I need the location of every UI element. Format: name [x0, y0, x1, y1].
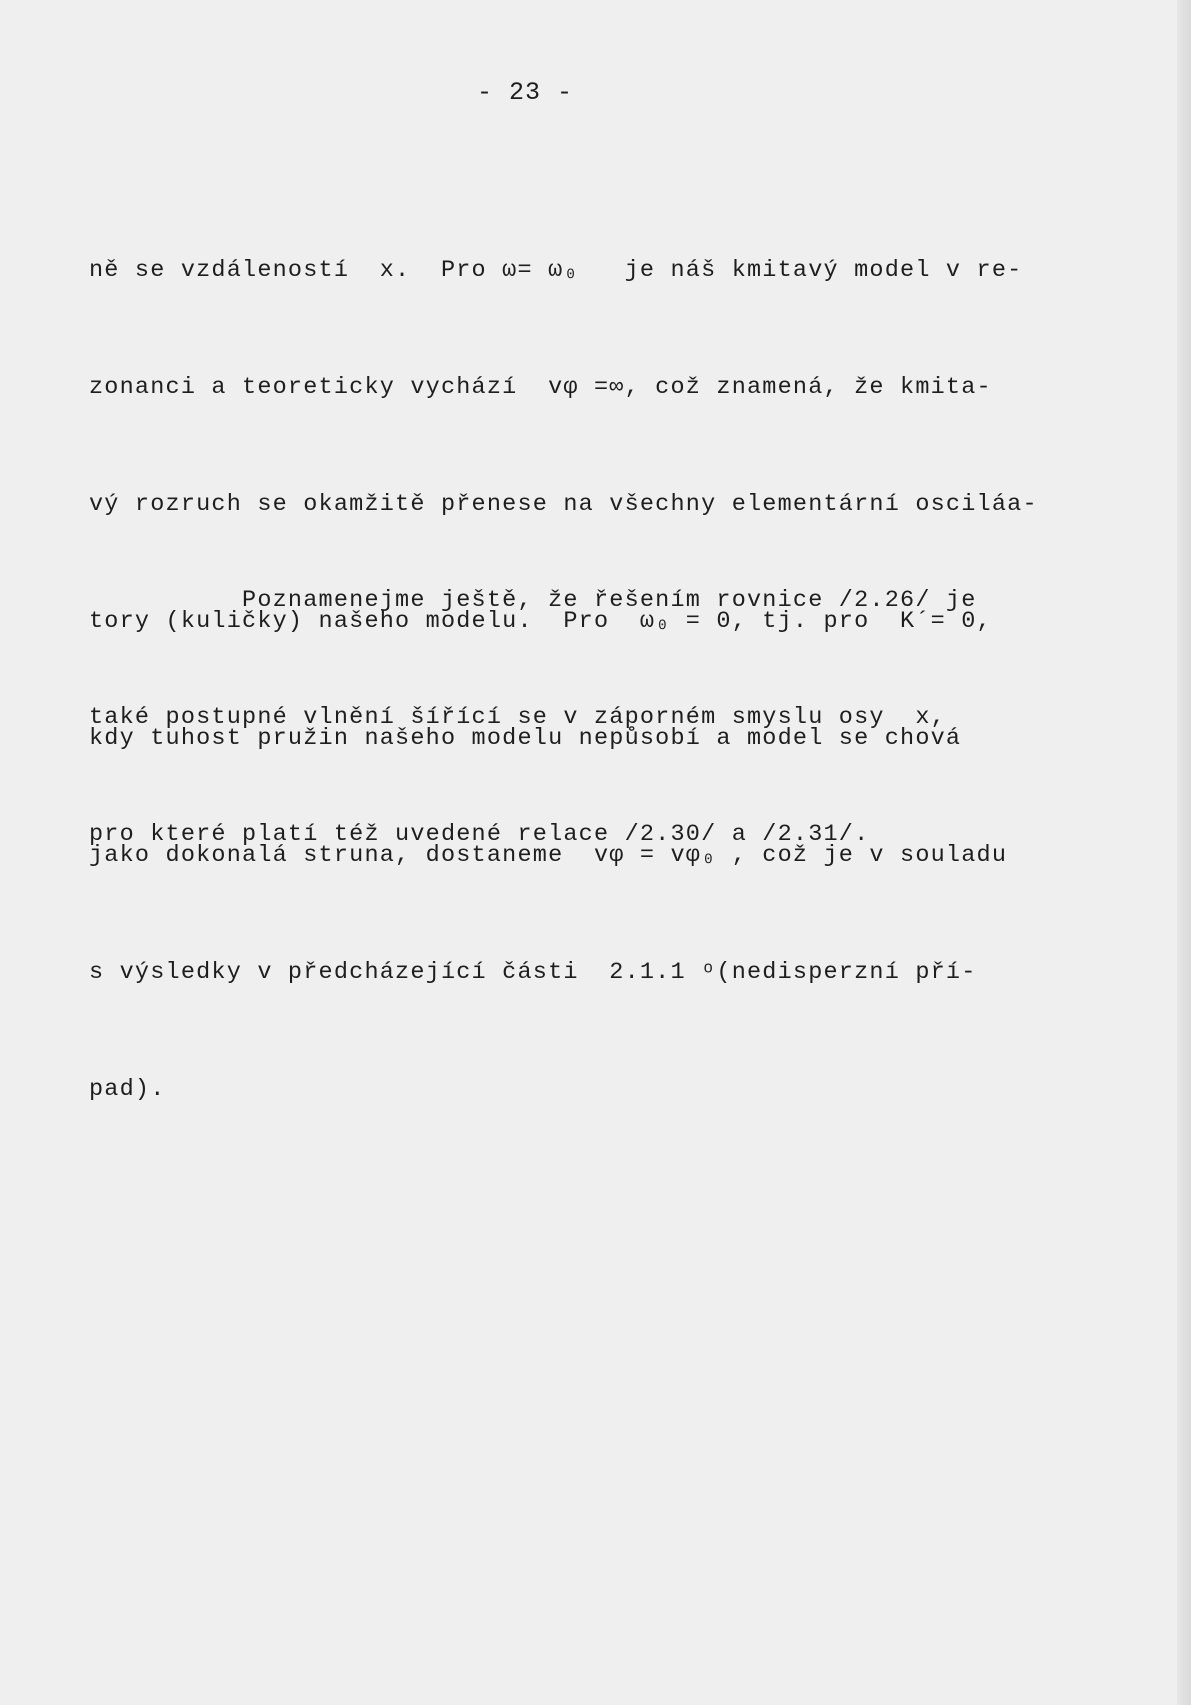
text-line: jako dokonalá struna, dostaneme vφ = vφ₀ , což je v souladu [89, 842, 1008, 869]
text-line: kdy tuhost pružin našeho modelu nepůsobí a model se chová [89, 725, 962, 752]
text-line: zonanci a teoreticky vychází vφ =∞, což znamená, že kmita- [89, 374, 992, 401]
text-line: ně se vzdáleností x. Pro ω= ω₀ je náš kmitavý model v re- [89, 257, 1023, 284]
text-line: pad). [89, 1076, 166, 1103]
page-edge [1177, 0, 1191, 1705]
text-line: vý rozruch se okamžitě přenese na všechny elementární osciláa- [89, 491, 1038, 518]
text-line: také postupné vlnění šířící se v záporném smyslu osy x, [89, 704, 946, 731]
page-number: - 23 - [476, 78, 573, 107]
text-line: Poznamenejme ještě, že řešením rovnice /2.26/ je [89, 587, 977, 614]
text-line: tory (kuličky) našeho modelu. Pro ω₀ = 0, tj. pro K´= 0, [89, 608, 992, 635]
paragraph-2 [89, 503, 1039, 932]
text-line: s výsledky v předcházející části 2.1.1 ᵒ(nedisperzní pří- [89, 959, 977, 986]
text-line: pro které platí též uvedené relace /2.30/ a /2.31/. [89, 821, 870, 848]
